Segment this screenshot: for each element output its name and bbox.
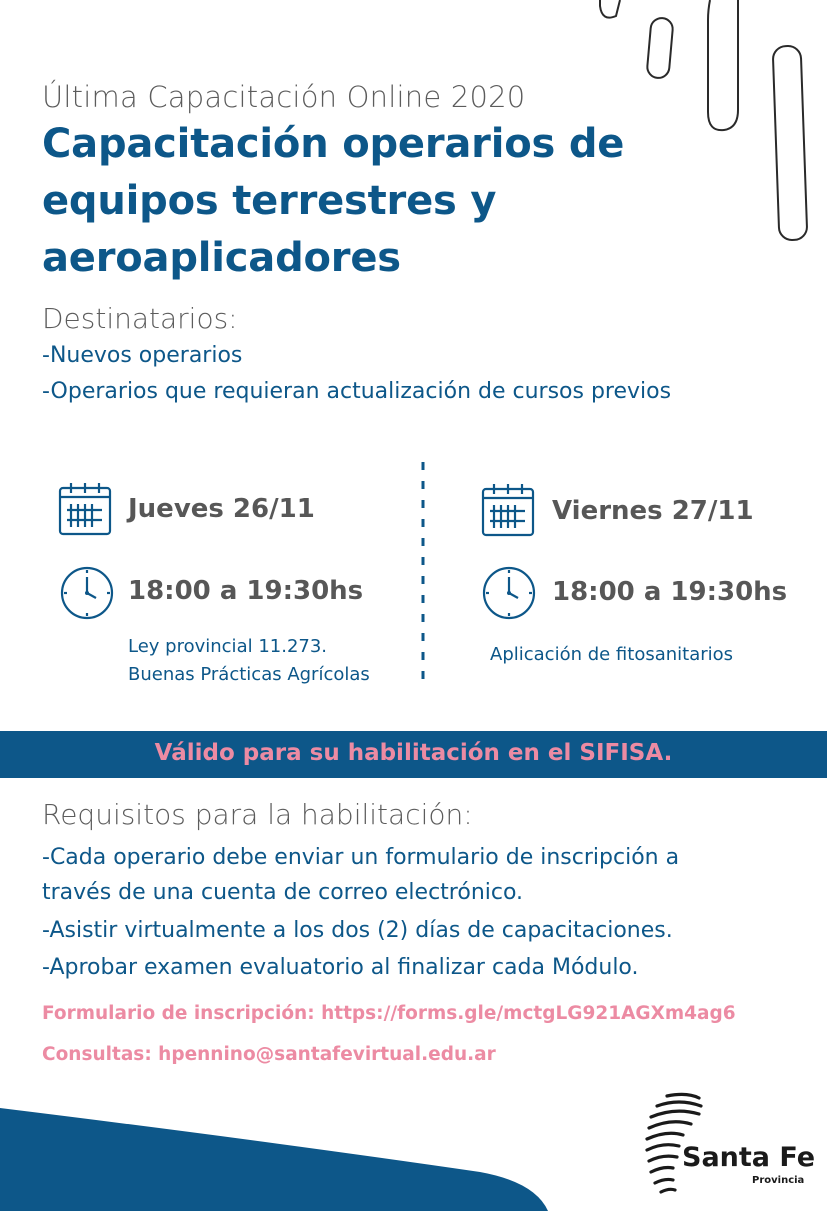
session-description [490,641,733,669]
requisito-line: través de una cuenta de correo electrónico. [42,880,524,905]
event-subtitle: Última Capacitación Online 2020 [42,80,526,114]
session-day: Viernes 27/11 [552,496,754,526]
session-day: Jueves 26/11 [128,494,315,524]
requisito-line: -Aprobar examen evaluatorio al finalizar cada Módulo. [42,955,639,980]
validity-banner [0,731,827,778]
title-line: equipos terrestres y [42,178,497,224]
dashed-divider [420,462,426,688]
session-time: 18:00 a 19:30hs [552,577,788,607]
requisito-line: -Asistir virtualmente a los dos (2) días de capacitaciones. [42,918,673,943]
bottom-wave-decoration [0,1100,560,1211]
title-line: Capacitación operarios de [42,121,625,167]
session-time: 18:00 a 19:30hs [128,576,364,606]
logo-subtitle: Provincia [752,1175,805,1186]
session-description [128,633,370,689]
destinatario-item: -Operarios que requieran actualización de cursos previos [42,379,672,404]
calendar-icon [57,481,113,537]
page-title [42,116,624,287]
requisitos-label: Requisitos para la habilitación: [42,798,473,831]
calendar-icon [480,482,536,538]
clock-icon [59,565,115,621]
form-link[interactable]: Formulario de inscripción: https://forms.gle/mctgLG921AGXm4ag6 [42,1003,736,1024]
description-line: Aplicación de fitosanitarios [490,644,734,665]
description-line: Ley provincial 11.273. [128,636,328,657]
description-line: Buenas Prácticas Agrícolas [128,664,370,685]
title-line: aeroaplicadores [42,235,401,281]
destinatarios-label: Destinatarios: [42,302,238,335]
requisito-line: -Cada operario debe enviar un formulario de inscripción a [42,845,680,870]
contact-email[interactable]: Consultas: hpennino@santafevirtual.edu.ar [42,1044,496,1065]
banner-text: Válido para su habilitación en el SIFISA. [154,740,673,766]
clock-icon [481,565,537,621]
destinatario-item: -Nuevos operarios [42,343,243,368]
logo-name: Santa Fe [682,1142,816,1173]
